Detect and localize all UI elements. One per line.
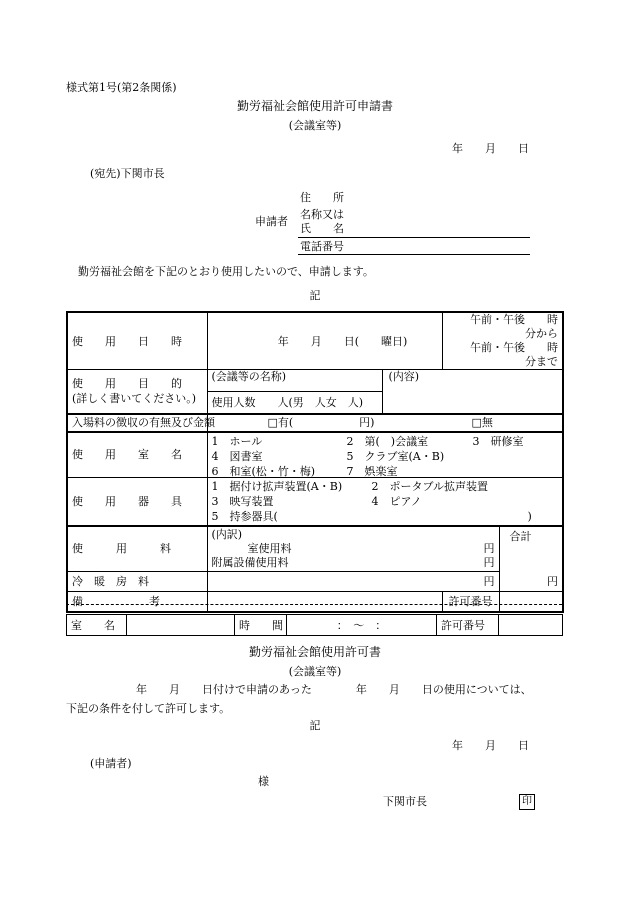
permit-body-1: 年 月 日付けで申請のあった 年 月 日の使用については、 xyxy=(136,683,532,696)
phone-label: 電話番号 xyxy=(300,240,344,253)
permit-sama: 様 xyxy=(258,775,269,788)
admission-yes[interactable]: □有( 円) xyxy=(267,416,375,429)
permit-number-label: 許可番号 xyxy=(442,592,499,612)
purpose-label-2: (詳しく書いてください。) xyxy=(72,392,197,406)
permit-subtitle: (会議室等) xyxy=(288,665,342,678)
stub-time-label: 時 間 xyxy=(235,615,287,636)
room-option-2[interactable]: 2 第( )会議室 xyxy=(346,434,429,448)
content-field[interactable]: (内容) xyxy=(382,370,563,414)
time-to: 午前・午後 時 分まで xyxy=(470,341,580,368)
equip-option-2[interactable]: 2 ポータブル拡声装置 xyxy=(371,480,489,494)
name-underline xyxy=(298,237,530,238)
permit-ki-mark: 記 xyxy=(309,719,321,732)
date-label: 使 用 日 時 xyxy=(67,312,207,370)
stub-room-field[interactable] xyxy=(127,615,235,636)
permit-title: 勤労福祉会館使用許可書 xyxy=(248,645,381,659)
room-option-5[interactable]: 5 クラブ室(A・B) xyxy=(346,449,445,463)
room-option-3[interactable]: 3 研修室 xyxy=(472,434,524,448)
fee-breakdown xyxy=(207,526,499,572)
room-label: 使 用 室 名 xyxy=(67,432,207,478)
remarks-field[interactable] xyxy=(207,592,442,612)
equip-option-5[interactable]: 5 持参器具( xyxy=(211,510,278,524)
equip-fee-yen: 円 xyxy=(483,555,495,569)
intro-text: 勤労福祉会館を下記のとおり使用したいので、申請します。 xyxy=(78,265,374,278)
stub-permit-label: 許可番号 xyxy=(437,615,499,636)
page-subtitle: (会議室等) xyxy=(288,119,342,132)
total-label: 合計 xyxy=(509,529,532,543)
room-fee-label: 室使用料 xyxy=(247,541,292,555)
admission-field[interactable] xyxy=(207,414,563,432)
users-field[interactable]: 使用人数 人(男 人女 人) xyxy=(207,392,382,414)
meeting-name-field[interactable]: (会議等の名称) xyxy=(207,370,382,392)
time-from: 午前・午後 時 分から xyxy=(470,313,580,340)
date-value[interactable]: 年 月 日( 曜日) xyxy=(207,312,442,370)
remarks-label: 備 考 xyxy=(67,592,207,612)
room-fee-yen: 円 xyxy=(483,541,495,555)
fee-label: 使 用 料 xyxy=(67,526,207,572)
cut-line xyxy=(66,604,562,605)
permit-number-field[interactable] xyxy=(499,592,563,612)
purpose-label xyxy=(67,370,207,414)
address-label: 住 所 xyxy=(300,191,344,204)
ac-fee-label: 冷 暖 房 料 xyxy=(67,572,207,592)
purpose-label-1: 使 用 目 的 xyxy=(72,377,182,391)
room-option-6[interactable]: 6 和室(松・竹・梅) xyxy=(211,464,316,478)
total-field[interactable] xyxy=(499,526,563,592)
form-number: 様式第1号(第2条関係) xyxy=(66,81,177,94)
name-label-2: 氏 名 xyxy=(300,222,344,235)
permit-date-line: 年 月 日 xyxy=(452,739,529,752)
breakdown-label: (内訳) xyxy=(211,527,243,541)
room-option-1[interactable]: 1 ホール xyxy=(211,434,263,448)
seal-icon: 印 xyxy=(519,794,535,810)
admission-label: 入場料の徴収の有無及び金額 xyxy=(67,414,207,432)
page-title: 勤労福祉会館使用許可申請書 xyxy=(236,99,393,113)
stub-table xyxy=(66,614,563,636)
admission-no[interactable]: □無 xyxy=(471,416,493,429)
stub-room-label: 室 名 xyxy=(67,615,127,636)
stub-permit-field[interactable] xyxy=(499,615,563,636)
room-options[interactable] xyxy=(207,432,563,478)
equip-option-5-close: ) xyxy=(527,510,532,524)
phone-underline xyxy=(298,254,530,255)
date-line: 年 月 日 xyxy=(452,142,529,155)
stub-time-field[interactable]: ： 〜 ： xyxy=(287,615,437,636)
equipment-label: 使 用 器 具 xyxy=(67,478,207,526)
applicant-label: 申請者 xyxy=(255,215,288,228)
room-option-7[interactable]: 7 娯楽室 xyxy=(346,464,398,478)
equip-option-3[interactable]: 3 映写装置 xyxy=(211,495,274,509)
equip-option-4[interactable]: 4 ピアノ xyxy=(371,495,422,509)
application-table xyxy=(66,311,580,613)
addressee: (宛先)下関市長 xyxy=(90,167,165,180)
equip-fee-label: 附属設備使用料 xyxy=(211,555,289,569)
equipment-options[interactable] xyxy=(207,478,563,526)
equip-option-1[interactable]: 1 据付け拡声装置(A・B) xyxy=(211,480,343,494)
room-option-4[interactable]: 4 図書室 xyxy=(211,449,263,463)
ki-mark: 記 xyxy=(309,289,321,302)
time-range[interactable] xyxy=(442,312,580,370)
name-label-1: 名称又は xyxy=(300,208,344,221)
permit-body-2: 下記の条件を付して許可します。 xyxy=(66,702,231,715)
permit-applicant-label: (申請者) xyxy=(90,757,132,770)
ac-fee-field[interactable]: 円 xyxy=(207,572,499,592)
total-yen: 円 xyxy=(547,574,558,588)
permit-mayor: 下関市長 xyxy=(383,795,427,808)
